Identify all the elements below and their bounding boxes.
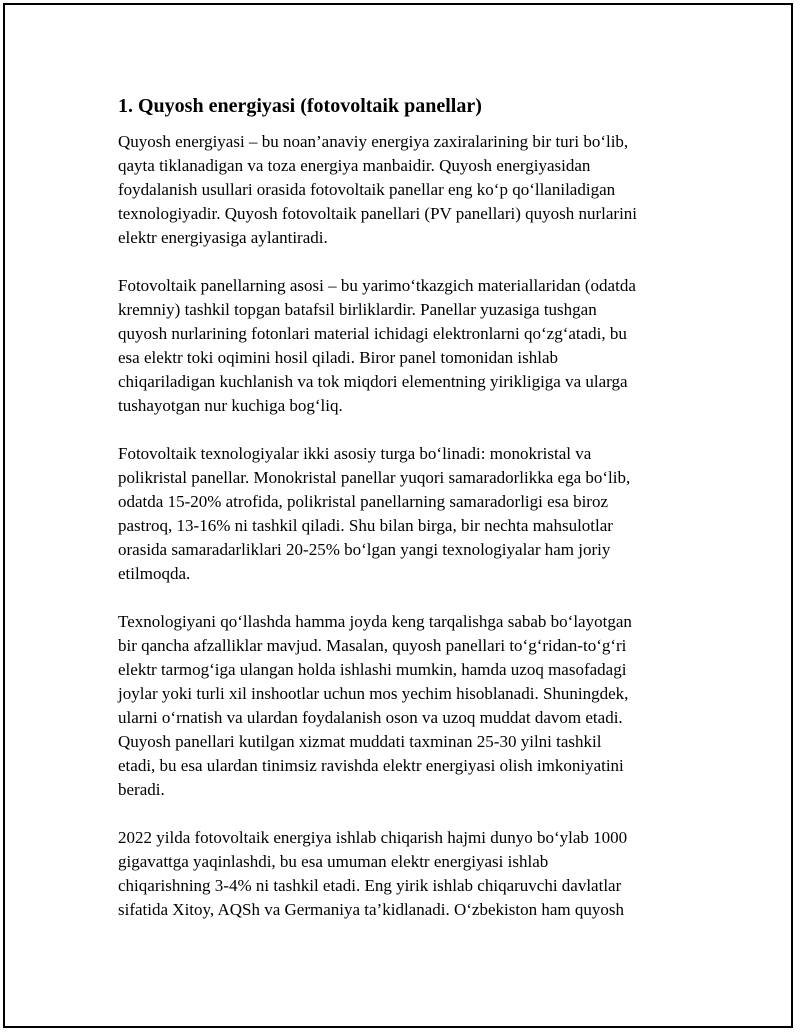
paragraph xyxy=(118,442,688,586)
paragraph-line: texnologiyadir. Quyosh fotovoltaik panellari (PV panellari) quyosh nurlarini xyxy=(118,204,638,223)
paragraph-line: elektr energiyasiga aylantiradi. xyxy=(118,228,328,247)
paragraph-line: qayta tiklanadigan va toza energiya manbaidir. Quyosh energiyasidan xyxy=(118,156,591,175)
document-body xyxy=(118,93,688,946)
paragraph-list xyxy=(118,130,688,922)
paragraph-line: etadi, bu esa ulardan tinimsiz ravishda elektr energiyasi olish imkoniyatini xyxy=(118,756,624,775)
paragraph-line: sifatida Xitoy, AQSh va Germaniya ta’kidlanadi. O‘zbekiston ham quyosh xyxy=(118,900,624,919)
paragraph-line: tushayotgan nur kuchiga bog‘liq. xyxy=(118,396,343,415)
paragraph-line: chiqarishning 3-4% ni tashkil etadi. Eng yirik ishlab chiqaruvchi davlatlar xyxy=(118,876,622,895)
paragraph-line: chiqariladigan kuchlanish va tok miqdori elementning yirikligiga va ularga xyxy=(118,372,628,391)
paragraph-line: joylar yoki turli xil inshootlar uchun mos yechim hisoblanadi. Shuningdek, xyxy=(118,684,629,703)
paragraph-line: quyosh nurlarining fotonlari material ichidagi elektronlarni qo‘zg‘atadi, bu xyxy=(118,324,627,343)
paragraph-line: polikristal panellar. Monokristal panellar yuqori samaradorlikka ega bo‘lib, xyxy=(118,468,631,487)
paragraph-line: gigavattga yaqinlashdi, bu esa umuman elektr energiyasi ishlab xyxy=(118,852,549,871)
paragraph-line: odatda 15-20% atrofida, polikristal panellarning samaradorligi esa biroz xyxy=(118,492,609,511)
paragraph-line: pastroq, 13-16% ni tashkil qiladi. Shu bilan birga, bir nechta mahsulotlar xyxy=(118,516,613,535)
paragraph-line: bir qancha afzalliklar mavjud. Masalan, quyosh panellari to‘g‘ridan-to‘g‘ri xyxy=(118,636,627,655)
paragraph-line: etilmoqda. xyxy=(118,564,191,583)
paragraph xyxy=(118,826,688,922)
paragraph-line: 2022 yilda fotovoltaik energiya ishlab chiqarish hajmi dunyo bo‘ylab 1000 xyxy=(118,828,628,847)
paragraph-line: beradi. xyxy=(118,780,165,799)
paragraph-line: Fotovoltaik texnologiyalar ikki asosiy turga bo‘linadi: monokristal va xyxy=(118,444,592,463)
paragraph xyxy=(118,130,688,250)
paragraph xyxy=(118,610,688,802)
paragraph-line: ularni o‘rnatish va ulardan foydalanish oson va uzoq muddat davom etadi. xyxy=(118,708,623,727)
paragraph-line: elektr tarmog‘iga ulangan holda ishlashi mumkin, hamda uzoq masofadagi xyxy=(118,660,627,679)
paragraph-line: Quyosh panellari kutilgan xizmat muddati taxminan 25-30 yilni tashkil xyxy=(118,732,602,751)
paragraph xyxy=(118,274,688,418)
paragraph-line: Quyosh energiyasi – bu noan’anaviy energiya zaxiralarining bir turi bo‘lib, xyxy=(118,132,629,151)
paragraph-line: Texnologiyani qo‘llashda hamma joyda keng tarqalishga sabab bo‘layotgan xyxy=(118,612,632,631)
paragraph-line: foydalanish usullari orasida fotovoltaik panellar eng ko‘p qo‘llaniladigan xyxy=(118,180,616,199)
section-heading: 1. Quyosh energiyasi (fotovoltaik panellar) xyxy=(118,95,482,117)
paragraph-line: Fotovoltaik panellarning asosi – bu yarimo‘tkazgich materiallaridan (odatda xyxy=(118,276,636,295)
paragraph-line: kremniy) tashkil topgan batafsil birliklardir. Panellar yuzasiga tushgan xyxy=(118,300,597,319)
paragraph-line: orasida samaradarliklari 20-25% bo‘lgan yangi texnologiyalar ham joriy xyxy=(118,540,611,559)
paragraph-line: esa elektr toki oqimini hosil qiladi. Biror panel tomonidan ishlab xyxy=(118,348,559,367)
